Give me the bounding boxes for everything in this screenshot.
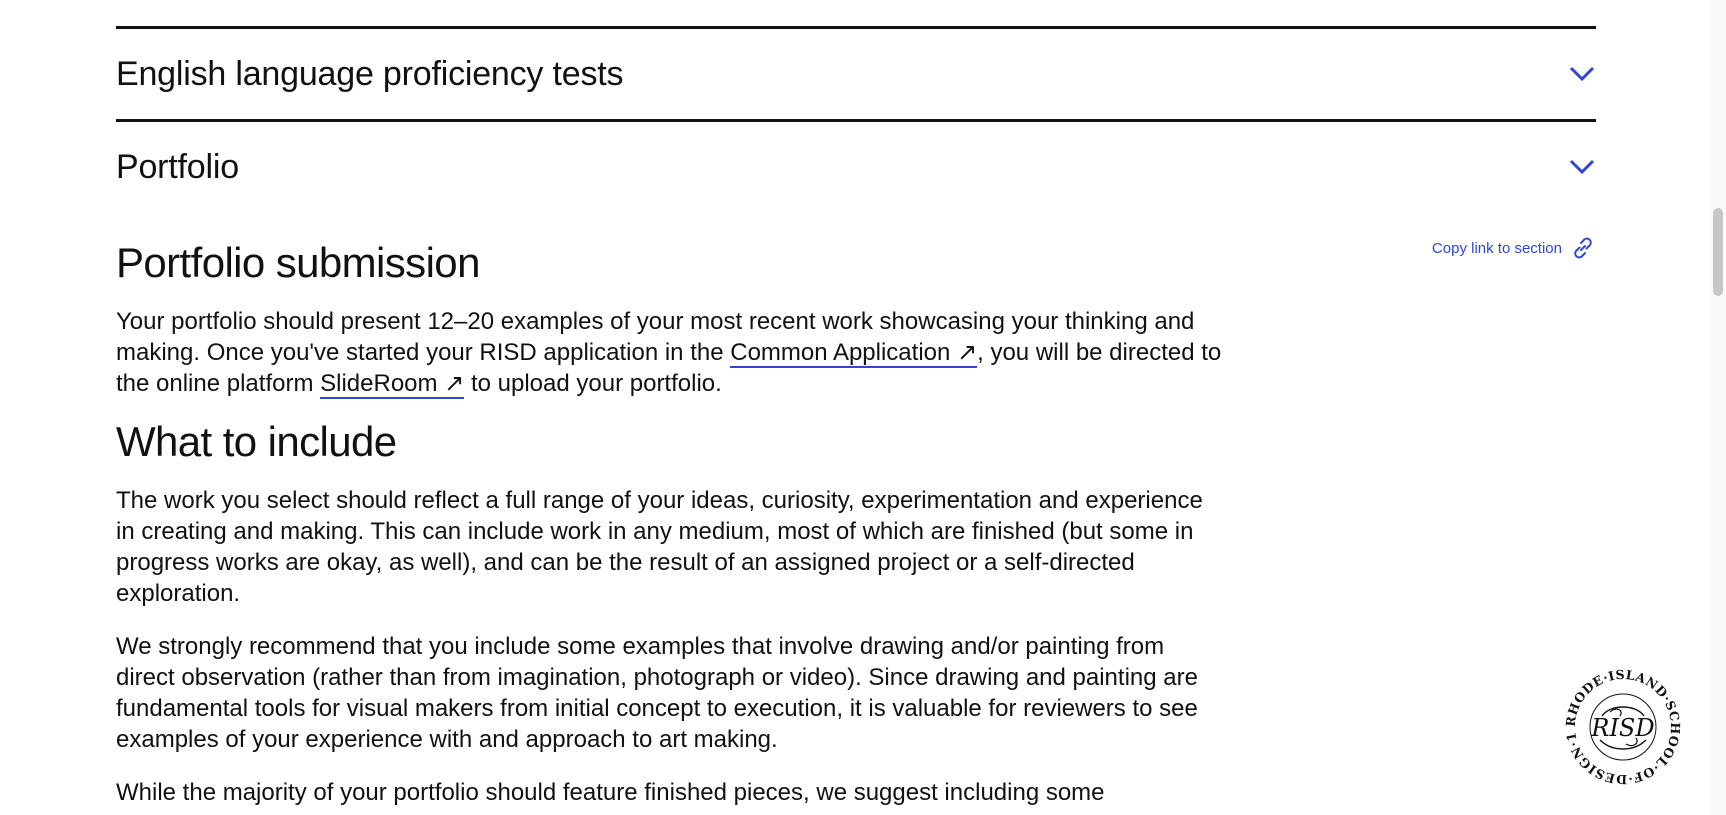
section-subheading: What to include: [116, 418, 397, 466]
intro-paragraph: [116, 306, 1226, 399]
intro-text: , you will be directed to the online platform: [116, 339, 1222, 398]
copy-link-label: Copy link to section: [1431, 239, 1562, 257]
intro-text: to upload your portfolio.: [464, 370, 722, 398]
intro-text: Your portfolio should present 12–20 examples of your most recent work showcasing your thinking and making. Once you've started your RISD application in the: [116, 308, 1195, 367]
body-paragraph: The work you select should reflect a full range of your ideas, curiosity, experimentation and experience in creating and making. This can include work in any medium, most of which are finished (but some in progress works are okay, as well), and can be the result of an assigned project or a self-directed exploration.: [116, 487, 1203, 608]
common-application-link[interactable]: Common Application ↗: [730, 339, 978, 367]
accordion-item-portfolio[interactable]: [116, 119, 1596, 212]
scrollbar-track[interactable]: [1710, 0, 1726, 815]
scrollbar-thumb[interactable]: [1713, 208, 1723, 296]
main-content: [116, 0, 1596, 808]
risd-seal-logo[interactable]: [1560, 664, 1686, 790]
body-paragraph: We strongly recommend that you include some examples that involve drawing and/or painting from direct observation (rather than from imagination, photograph or video). Since drawing and painting are fundamental tools for visual makers from initial concept to execution, it is valuable for reviewers to see examples of your experience with and approach to art making.: [116, 633, 1198, 754]
section-heading: Portfolio submission: [116, 239, 480, 286]
copy-link-button[interactable]: [1432, 235, 1596, 261]
accordion-title[interactable]: English language proficiency tests: [116, 55, 624, 93]
accordion-title[interactable]: Portfolio: [116, 148, 239, 186]
slideroom-link[interactable]: SlideRoom ↗: [320, 370, 465, 398]
portfolio-section: [116, 212, 1596, 808]
chevron-down-icon[interactable]: [1568, 158, 1596, 176]
accordion-item-english-tests[interactable]: [116, 26, 1596, 119]
chevron-down-icon[interactable]: [1568, 65, 1596, 83]
seal-ring-text: RHODE·ISLAND·SCHOOL·OF·DESIGN·1: [1562, 666, 1684, 788]
seal-monogram: RISD: [1591, 714, 1655, 742]
link-icon: [1570, 235, 1596, 261]
body-paragraph: While the majority of your portfolio should feature finished pieces, we suggest including some: [116, 779, 1105, 807]
